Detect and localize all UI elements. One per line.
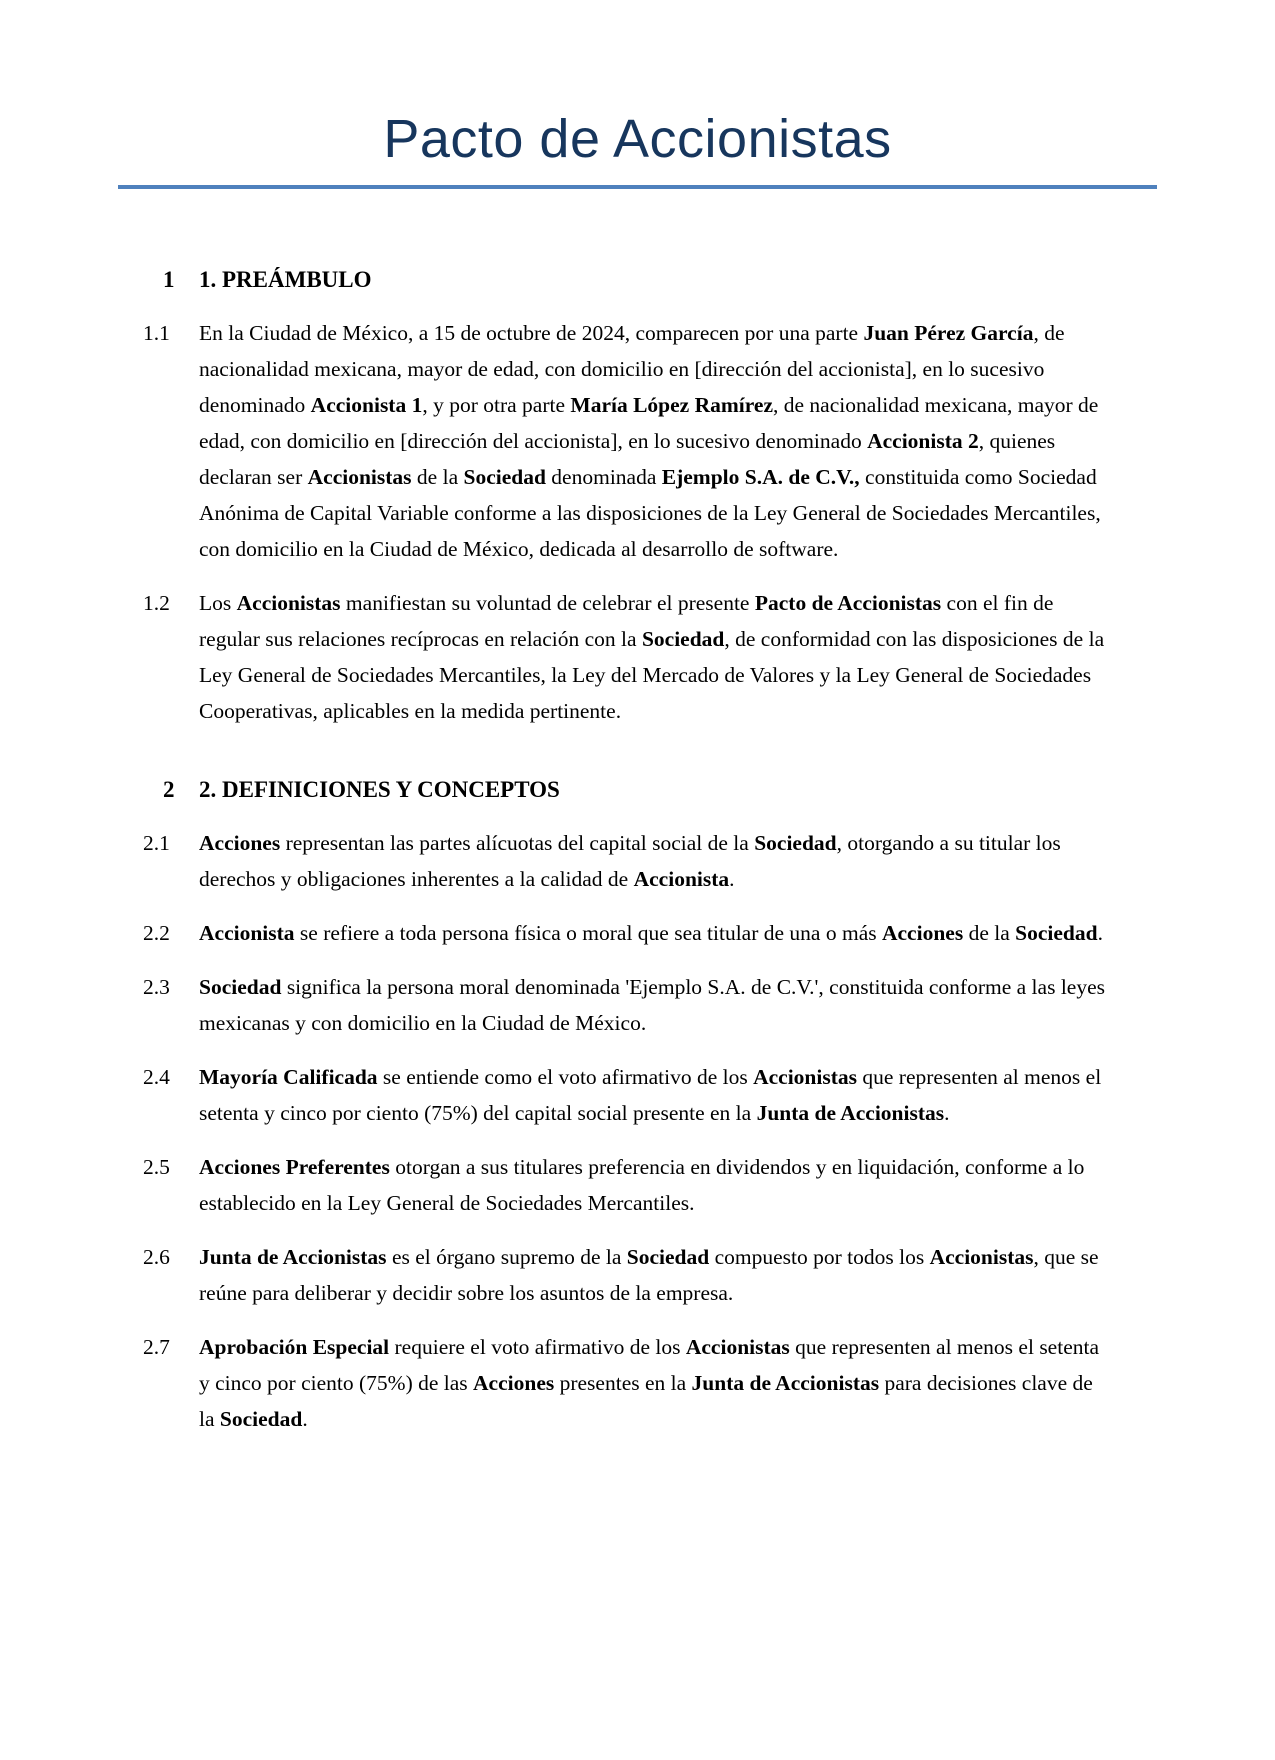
clause-run: , que se reúne para deliberar y decidir sobre los asuntos de la empresa.: [199, 1245, 1099, 1306]
clause-item: [143, 1329, 1112, 1437]
defined-term: Accionista 1: [310, 393, 423, 418]
defined-term: Junta de Accionistas: [756, 1101, 945, 1126]
clause-text: [199, 585, 1112, 729]
defined-term: Pacto de Accionistas: [754, 591, 942, 616]
clause-run: presentes en la: [554, 1371, 692, 1396]
defined-term: Sociedad: [754, 831, 837, 856]
defined-term: Aprobación Especial: [199, 1335, 390, 1360]
section-heading: [143, 775, 1112, 805]
defined-term: Ejemplo S.A. de C.V.,: [661, 465, 860, 490]
defined-term: Acciones: [881, 921, 964, 946]
defined-term: Acciones Preferentes: [199, 1155, 390, 1180]
section-2: [143, 775, 1112, 1437]
defined-term: Accionista: [633, 867, 730, 892]
clause-item: [143, 969, 1112, 1041]
defined-term: María López Ramírez: [570, 393, 773, 418]
clause-run: significa la persona moral denominada 'Ejemplo S.A. de C.V.', constituida conforme a las leyes mexicanas y con domicilio en la Ciudad de México.: [199, 975, 1105, 1036]
clause-run: que representen al menos el setenta y cinco por ciento (75%) de las: [199, 1335, 1100, 1396]
title-rule: [118, 110, 1157, 189]
defined-term: Accionistas: [685, 1335, 790, 1360]
defined-term: Mayoría Calificada: [199, 1065, 378, 1090]
clause-run: se entiende como el voto afirmativo de los: [377, 1065, 754, 1090]
defined-term: Accionistas: [236, 591, 341, 616]
clause-item: [143, 1059, 1112, 1131]
clause-number: 2.4: [143, 1065, 170, 1090]
clause-text: [199, 1329, 1112, 1437]
clause-item: [143, 825, 1112, 897]
defined-term: Sociedad: [199, 975, 282, 1000]
clause-run: .: [944, 1101, 950, 1126]
clause-run: .: [302, 1407, 308, 1432]
defined-term: Accionistas: [929, 1245, 1034, 1270]
defined-term: Junta de Accionistas: [199, 1245, 387, 1270]
section-heading: [143, 265, 1112, 295]
clause-text: [199, 969, 1112, 1041]
defined-term: Sociedad: [219, 1407, 303, 1432]
clause-number: 2.1: [143, 831, 170, 856]
clause-run: , quienes declaran ser: [199, 429, 1056, 490]
section-1: [143, 265, 1112, 729]
clause-run: de la: [963, 921, 1016, 946]
clause-number: 2.6: [143, 1245, 170, 1270]
defined-term: Accionista: [199, 921, 295, 946]
clause-item: [143, 915, 1112, 951]
clause-item: [143, 1149, 1112, 1221]
defined-term: Sociedad: [641, 627, 725, 652]
clause-run: , otorgando a su titular los derechos y obligaciones inherentes a la calidad de: [199, 831, 1061, 892]
clause-run: otorgan a sus titulares preferencia en dividendos y en liquidación, conforme a lo establecido en la Ley General de Sociedades Mercantiles.: [199, 1155, 1085, 1216]
section-title: 2. DEFINICIONES Y CONCEPTOS: [199, 777, 560, 803]
defined-term: Junta de Accionistas: [691, 1371, 880, 1396]
clause-item: [143, 585, 1112, 729]
clause-text: [199, 1149, 1112, 1221]
clause-number: 1.1: [143, 321, 170, 346]
clause-text: [199, 915, 1112, 951]
defined-term: Accionistas: [753, 1065, 858, 1090]
clause-run: es el órgano supremo de la: [386, 1245, 627, 1270]
document-content: [143, 265, 1112, 1437]
defined-term: Acciones: [199, 831, 281, 856]
clause-run: , y por otra parte: [422, 393, 571, 418]
clause-text: [199, 1239, 1112, 1311]
clause-number: 1.2: [143, 591, 170, 616]
clause-item: [143, 315, 1112, 567]
clause-run: .: [729, 867, 735, 892]
clause-number: 2.2: [143, 921, 170, 946]
defined-term: Sociedad: [463, 465, 546, 490]
clause-run: .: [1097, 921, 1103, 946]
clause-run: , de nacionalidad mexicana, mayor de edad, con domicilio en [dirección del accionista], en lo sucesivo denominado: [199, 393, 1099, 454]
clause-run: constituida como Sociedad Anónima de Capital Variable conforme a las disposiciones de la Ley General de Sociedades Mercantiles, con domicilio en la Ciudad de México, dedicada al desarrollo de software.: [199, 465, 1101, 562]
clause-run: manifiestan su voluntad de celebrar el presente: [340, 591, 755, 616]
section-number: 1: [163, 267, 175, 293]
clause-run: que representen al menos el setenta y cinco por ciento (75%) del capital social presente en la: [199, 1065, 1102, 1126]
clause-run: denominada: [545, 465, 662, 490]
clause-text: [199, 1059, 1112, 1131]
clause-run: Los: [199, 591, 237, 616]
clause-run: para decisiones clave de la: [199, 1371, 1093, 1432]
clause-run: compuesto por todos los: [709, 1245, 930, 1270]
clause-run: representan las partes alícuotas del capital social de la: [280, 831, 755, 856]
clause-run: con el fin de regular sus relaciones recíprocas en relación con la: [199, 591, 1054, 652]
defined-term: Juan Pérez García: [863, 321, 1034, 346]
section-number: 2: [163, 777, 175, 803]
clause-text: [199, 825, 1112, 897]
clause-text: [199, 315, 1112, 567]
clause-number: 2.3: [143, 975, 170, 1000]
defined-term: Accionistas: [307, 465, 412, 490]
defined-term: Sociedad: [1015, 921, 1098, 946]
section-title: 1. PREÁMBULO: [199, 267, 372, 293]
clause-number: 2.5: [143, 1155, 170, 1180]
clause-run: , de nacionalidad mexicana, mayor de edad, con domicilio en [dirección del accionista], en lo sucesivo denominado: [199, 321, 1065, 418]
defined-term: Sociedad: [626, 1245, 710, 1270]
clause-number: 2.7: [143, 1335, 170, 1360]
defined-term: Accionista 2: [867, 429, 979, 454]
document-page: [0, 110, 1275, 1760]
clause-run: , de conformidad con las disposiciones de la Ley General de Sociedades Mercantiles, la Ley del Mercado de Valores y la Ley General de Sociedades Cooperativas, aplicables en la medida pertinente.: [199, 627, 1105, 724]
document-title: Pacto de Accionistas: [383, 109, 892, 169]
clause-run: de la: [411, 465, 464, 490]
clause-item: [143, 1239, 1112, 1311]
clause-run: se refiere a toda persona física o moral que sea titular de una o más: [294, 921, 882, 946]
clause-run: En la Ciudad de México, a 15 de octubre de 2024, comparecen por una parte: [199, 321, 864, 346]
clause-run: requiere el voto afirmativo de los: [389, 1335, 686, 1360]
defined-term: Acciones: [473, 1371, 555, 1396]
